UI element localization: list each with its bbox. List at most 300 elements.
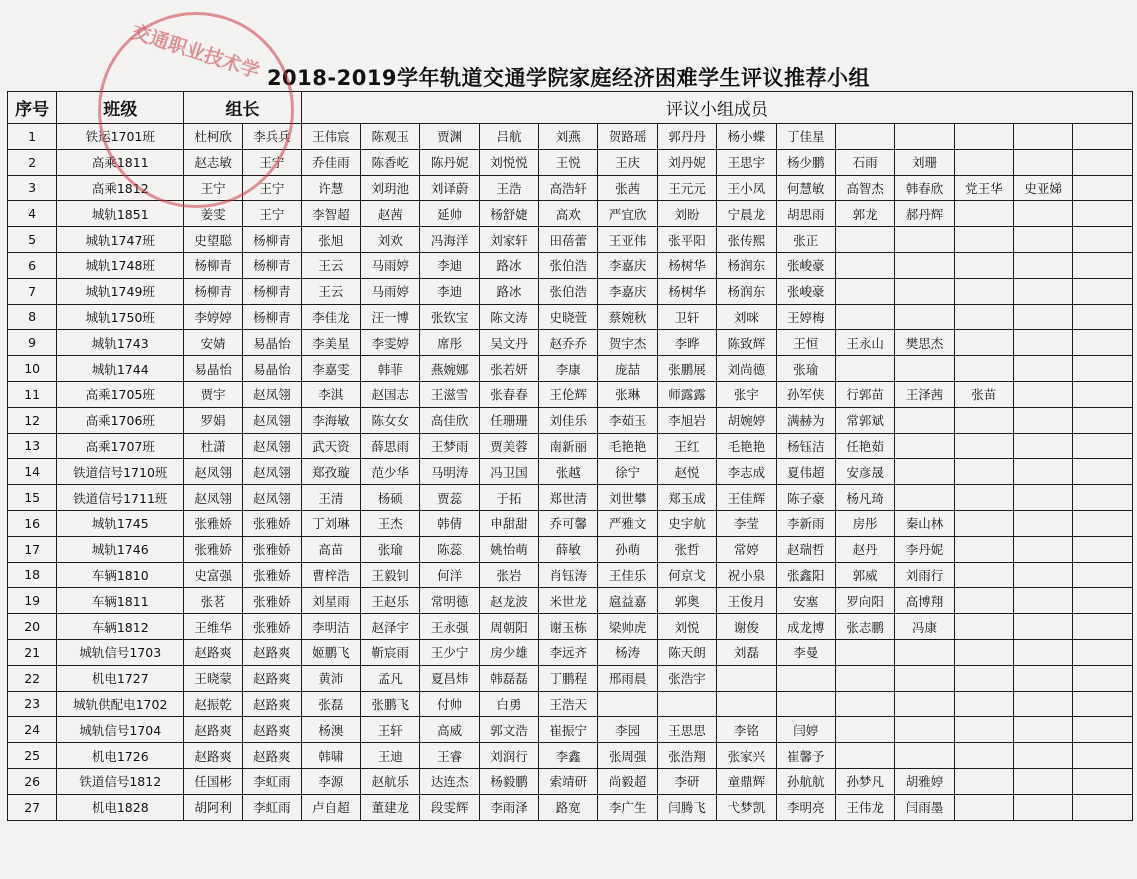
member-cell (1073, 252, 1133, 278)
member-cell: 李迪 (420, 252, 479, 278)
leader-cell: 赵路爽 (242, 743, 301, 769)
member-cell (1073, 510, 1133, 536)
row-number: 25 (8, 743, 57, 769)
member-cell: 王俊月 (717, 588, 776, 614)
member-cell: 李明亮 (776, 794, 835, 820)
member-cell: 史亚娣 (1014, 175, 1073, 201)
leader-cell: 张雅娇 (242, 536, 301, 562)
member-cell: 孙航航 (776, 768, 835, 794)
table-row (8, 743, 1133, 769)
member-cell: 张伯浩 (539, 252, 598, 278)
member-cell: 张鑫阳 (776, 562, 835, 588)
member-cell: 李铭 (717, 717, 776, 743)
member-cell: 郭丹丹 (657, 124, 716, 150)
member-cell (954, 536, 1013, 562)
member-cell: 刘润行 (479, 743, 538, 769)
member-cell: 童鼎辉 (717, 768, 776, 794)
member-cell: 满赫为 (776, 407, 835, 433)
leader-cell: 易晶怡 (184, 356, 243, 382)
member-cell: 孙军侠 (776, 381, 835, 407)
class-cell: 城轨1745 (57, 510, 184, 536)
member-cell (1073, 717, 1133, 743)
member-cell: 扈益嘉 (598, 588, 657, 614)
member-cell: 汪一博 (361, 304, 420, 330)
member-cell (1014, 665, 1073, 691)
member-cell (1014, 743, 1073, 769)
member-cell (1073, 175, 1133, 201)
leader-cell: 王晓蒙 (184, 665, 243, 691)
member-cell (1014, 124, 1073, 150)
member-cell: 索靖研 (539, 768, 598, 794)
member-cell: 李茹玉 (598, 407, 657, 433)
leader-cell: 赵凤翎 (184, 459, 243, 485)
member-cell: 丁刘琳 (301, 510, 360, 536)
member-cell (895, 433, 954, 459)
member-cell: 张钦宝 (420, 304, 479, 330)
member-cell: 高苗 (301, 536, 360, 562)
member-cell (776, 665, 835, 691)
member-cell: 陈女女 (361, 407, 420, 433)
member-cell: 付帅 (420, 691, 479, 717)
member-cell: 孙梦凡 (835, 768, 894, 794)
member-cell (1073, 124, 1133, 150)
member-cell: 师露露 (657, 381, 716, 407)
member-cell: 郭龙 (835, 201, 894, 227)
member-cell: 杨舒婕 (479, 201, 538, 227)
leader-cell: 赵路爽 (242, 717, 301, 743)
member-cell: 李研 (657, 768, 716, 794)
member-cell (1014, 459, 1073, 485)
leader-cell: 杨柳青 (242, 227, 301, 253)
member-cell: 韩菲 (361, 356, 420, 382)
member-cell: 刘欢 (361, 227, 420, 253)
row-number: 20 (8, 614, 57, 640)
leader-cell: 杨柳青 (184, 278, 243, 304)
class-cell: 城轨1749班 (57, 278, 184, 304)
member-cell: 赵龙波 (479, 588, 538, 614)
member-cell (1073, 794, 1133, 820)
member-cell: 樊思杰 (895, 330, 954, 356)
member-cell: 刘珊 (895, 149, 954, 175)
member-cell: 武天资 (301, 433, 360, 459)
member-cell: 张旭 (301, 227, 360, 253)
table-row (8, 124, 1133, 150)
leader-cell: 李婷婷 (184, 304, 243, 330)
member-cell: 蔡婉秋 (598, 304, 657, 330)
member-cell: 罗向阳 (835, 588, 894, 614)
member-cell (954, 485, 1013, 511)
leader-cell: 杨柳青 (242, 278, 301, 304)
member-cell: 张浩宇 (657, 665, 716, 691)
member-cell: 常明德 (420, 588, 479, 614)
leader-cell: 赵路爽 (242, 665, 301, 691)
member-cell: 李源 (301, 768, 360, 794)
table-row (8, 459, 1133, 485)
leader-cell: 胡阿利 (184, 794, 243, 820)
member-cell (954, 614, 1013, 640)
row-number: 18 (8, 562, 57, 588)
member-cell: 李旭岩 (657, 407, 716, 433)
member-cell: 张越 (539, 459, 598, 485)
member-cell (895, 407, 954, 433)
table-row (8, 717, 1133, 743)
table-row (8, 691, 1133, 717)
member-cell: 张若妍 (479, 356, 538, 382)
member-cell: 李佳龙 (301, 304, 360, 330)
leader-cell: 张雅娇 (242, 562, 301, 588)
member-cell (1014, 562, 1073, 588)
member-cell: 冯海洋 (420, 227, 479, 253)
member-cell: 何京戈 (657, 562, 716, 588)
member-cell: 王泽茜 (895, 381, 954, 407)
table-row (8, 562, 1133, 588)
class-cell: 高乘1706班 (57, 407, 184, 433)
member-cell: 王杰 (361, 510, 420, 536)
member-cell: 邢雨晨 (598, 665, 657, 691)
table-row (8, 175, 1133, 201)
member-cell (954, 124, 1013, 150)
member-cell: 马雨婷 (361, 278, 420, 304)
member-cell: 王永山 (835, 330, 894, 356)
member-cell: 崔馨予 (776, 743, 835, 769)
member-cell: 王悦 (539, 149, 598, 175)
member-cell: 高博翔 (895, 588, 954, 614)
member-cell (954, 304, 1013, 330)
member-cell: 陈天朗 (657, 639, 716, 665)
leader-cell: 姜雯 (184, 201, 243, 227)
member-cell: 贺宇杰 (598, 330, 657, 356)
member-cell: 陈观玉 (361, 124, 420, 150)
member-cell: 张岩 (479, 562, 538, 588)
member-cell (1073, 407, 1133, 433)
member-cell: 杨少鹏 (776, 149, 835, 175)
member-cell (954, 459, 1013, 485)
member-cell (776, 691, 835, 717)
member-cell: 成龙博 (776, 614, 835, 640)
class-cell: 高乘1811 (57, 149, 184, 175)
table-row (8, 356, 1133, 382)
leader-cell: 史富强 (184, 562, 243, 588)
member-cell (954, 149, 1013, 175)
member-cell (1014, 768, 1073, 794)
member-cell (895, 485, 954, 511)
row-number: 17 (8, 536, 57, 562)
member-cell: 李鑫 (539, 743, 598, 769)
class-cell: 车辆1811 (57, 588, 184, 614)
member-cell: 何慧敏 (776, 175, 835, 201)
member-cell: 王云 (301, 278, 360, 304)
table-row (8, 381, 1133, 407)
member-cell: 王少宁 (420, 639, 479, 665)
member-cell: 王小凤 (717, 175, 776, 201)
member-cell: 张传熙 (717, 227, 776, 253)
member-cell (954, 227, 1013, 253)
member-cell: 尚毅超 (598, 768, 657, 794)
member-cell: 田蓓蕾 (539, 227, 598, 253)
member-cell (1014, 485, 1073, 511)
member-cell (1014, 588, 1073, 614)
member-cell: 王赵乐 (361, 588, 420, 614)
member-cell: 刘丹妮 (657, 149, 716, 175)
row-number: 23 (8, 691, 57, 717)
member-cell: 王佳辉 (717, 485, 776, 511)
table-row (8, 304, 1133, 330)
member-cell: 于拓 (479, 485, 538, 511)
member-cell (895, 252, 954, 278)
member-cell: 王云 (301, 252, 360, 278)
member-cell (1014, 614, 1073, 640)
member-cell: 薛思雨 (361, 433, 420, 459)
member-cell (835, 717, 894, 743)
class-cell: 铁运1701班 (57, 124, 184, 150)
leader-cell: 张雅娇 (184, 510, 243, 536)
row-number: 14 (8, 459, 57, 485)
member-cell: 张正 (776, 227, 835, 253)
member-cell: 王永强 (420, 614, 479, 640)
member-cell: 张家兴 (717, 743, 776, 769)
member-cell (1073, 278, 1133, 304)
member-cell (954, 665, 1013, 691)
row-number: 2 (8, 149, 57, 175)
member-cell: 闫腾飞 (657, 794, 716, 820)
member-cell (1073, 665, 1133, 691)
member-cell: 李康 (539, 356, 598, 382)
member-cell: 史晓萱 (539, 304, 598, 330)
member-cell: 陈蕊 (420, 536, 479, 562)
member-cell: 李志成 (717, 459, 776, 485)
member-cell: 李嘉雯 (301, 356, 360, 382)
committee-table (7, 91, 1133, 821)
member-cell: 王庆 (598, 149, 657, 175)
member-cell: 李莹 (717, 510, 776, 536)
member-cell: 赵瑞哲 (776, 536, 835, 562)
member-cell: 陈香屹 (361, 149, 420, 175)
leader-cell: 张雅娇 (242, 588, 301, 614)
table-row (8, 278, 1133, 304)
class-cell: 车辆1812 (57, 614, 184, 640)
member-cell: 张宇 (717, 381, 776, 407)
member-cell: 胡婉婷 (717, 407, 776, 433)
member-cell: 张峻豪 (776, 278, 835, 304)
member-cell: 李雯婷 (361, 330, 420, 356)
class-cell: 铁道信号1812 (57, 768, 184, 794)
leader-cell: 杜潇 (184, 433, 243, 459)
member-cell: 李美星 (301, 330, 360, 356)
member-cell: 房少雄 (479, 639, 538, 665)
row-number: 11 (8, 381, 57, 407)
leader-cell: 王宁 (242, 201, 301, 227)
member-cell (717, 691, 776, 717)
member-cell: 刘尚德 (717, 356, 776, 382)
member-cell: 王轩 (361, 717, 420, 743)
leader-cell: 易晶怡 (242, 330, 301, 356)
member-cell: 赵悦 (657, 459, 716, 485)
member-cell (657, 691, 716, 717)
class-cell: 机电1828 (57, 794, 184, 820)
table-row (8, 588, 1133, 614)
member-cell: 贾蕊 (420, 485, 479, 511)
member-cell: 王迪 (361, 743, 420, 769)
member-cell: 夏昌炜 (420, 665, 479, 691)
member-cell (895, 356, 954, 382)
member-cell: 崔振宁 (539, 717, 598, 743)
leader-cell: 赵路爽 (184, 639, 243, 665)
member-cell (598, 691, 657, 717)
member-cell (954, 252, 1013, 278)
member-cell: 周朝阳 (479, 614, 538, 640)
member-cell (1014, 304, 1073, 330)
member-cell: 宁晨龙 (717, 201, 776, 227)
member-cell: 陈子豪 (776, 485, 835, 511)
member-cell (895, 665, 954, 691)
member-cell: 刘世攀 (598, 485, 657, 511)
leader-cell: 罗娟 (184, 407, 243, 433)
member-cell (1014, 407, 1073, 433)
member-cell (1014, 639, 1073, 665)
member-cell: 米世龙 (539, 588, 598, 614)
member-cell (954, 768, 1013, 794)
table-row (8, 614, 1133, 640)
member-cell: 李雨泽 (479, 794, 538, 820)
member-cell: 卫轩 (657, 304, 716, 330)
member-cell: 曹梓浩 (301, 562, 360, 588)
member-cell (954, 356, 1013, 382)
member-cell: 杨润东 (717, 278, 776, 304)
member-cell (1014, 356, 1073, 382)
class-cell: 城轨供配电1702 (57, 691, 184, 717)
row-number: 26 (8, 768, 57, 794)
member-cell: 乔可馨 (539, 510, 598, 536)
member-cell (954, 743, 1013, 769)
member-cell: 赵茜 (361, 201, 420, 227)
member-cell: 高佳欣 (420, 407, 479, 433)
member-cell (954, 562, 1013, 588)
member-cell (954, 201, 1013, 227)
member-cell (1014, 381, 1073, 407)
member-cell: 赵乔乔 (539, 330, 598, 356)
member-cell: 高威 (420, 717, 479, 743)
header-seq: 序号 (8, 92, 57, 124)
member-cell (835, 665, 894, 691)
member-cell (895, 691, 954, 717)
member-cell (895, 124, 954, 150)
row-number: 3 (8, 175, 57, 201)
member-cell (895, 639, 954, 665)
leader-cell: 杨柳青 (242, 304, 301, 330)
member-cell: 石雨 (835, 149, 894, 175)
leader-cell: 赵路爽 (184, 743, 243, 769)
member-cell: 赵泽宇 (361, 614, 420, 640)
member-cell (1073, 356, 1133, 382)
member-cell: 常郭斌 (835, 407, 894, 433)
member-cell: 李丹妮 (895, 536, 954, 562)
member-cell: 秦山林 (895, 510, 954, 536)
member-cell: 陈致辉 (717, 330, 776, 356)
member-cell: 王滋雪 (420, 381, 479, 407)
member-cell: 吕航 (479, 124, 538, 150)
member-cell: 高欢 (539, 201, 598, 227)
member-cell (1073, 330, 1133, 356)
leader-cell: 杜柯欣 (184, 124, 243, 150)
member-cell: 达连杰 (420, 768, 479, 794)
leader-cell: 赵振乾 (184, 691, 243, 717)
table-row (8, 536, 1133, 562)
member-cell: 杨树华 (657, 252, 716, 278)
member-cell: 路冰 (479, 278, 538, 304)
table-row (8, 433, 1133, 459)
member-cell (1073, 768, 1133, 794)
member-cell: 段雯辉 (420, 794, 479, 820)
member-cell: 李明洁 (301, 614, 360, 640)
row-number: 24 (8, 717, 57, 743)
class-cell: 铁道信号1710班 (57, 459, 184, 485)
member-cell: 路冰 (479, 252, 538, 278)
member-cell: 王思思 (657, 717, 716, 743)
member-cell: 姬鹏飞 (301, 639, 360, 665)
member-cell: 庞喆 (598, 356, 657, 382)
member-cell: 董建龙 (361, 794, 420, 820)
member-cell: 张峻豪 (776, 252, 835, 278)
member-cell (895, 743, 954, 769)
member-cell: 孟凡 (361, 665, 420, 691)
member-cell (954, 510, 1013, 536)
leader-cell: 赵路爽 (242, 639, 301, 665)
member-cell (895, 227, 954, 253)
member-cell: 王清 (301, 485, 360, 511)
class-cell: 城轨信号1703 (57, 639, 184, 665)
member-cell: 刘玥池 (361, 175, 420, 201)
member-cell: 王亚伟 (598, 227, 657, 253)
member-cell: 丁鹏程 (539, 665, 598, 691)
leader-cell: 王宁 (242, 175, 301, 201)
member-cell: 房彤 (835, 510, 894, 536)
class-cell: 城轨1746 (57, 536, 184, 562)
member-cell: 许慧 (301, 175, 360, 201)
table-row (8, 149, 1133, 175)
row-number: 27 (8, 794, 57, 820)
member-cell: 韩磊磊 (479, 665, 538, 691)
member-cell: 张琳 (598, 381, 657, 407)
member-cell (1073, 639, 1133, 665)
leader-cell: 张雅娇 (242, 510, 301, 536)
member-cell: 杨涛 (598, 639, 657, 665)
member-cell: 郑世清 (539, 485, 598, 511)
member-cell: 杨凡琦 (835, 485, 894, 511)
member-cell (895, 304, 954, 330)
member-cell: 李智超 (301, 201, 360, 227)
member-cell: 王浩天 (539, 691, 598, 717)
member-cell: 严宜欣 (598, 201, 657, 227)
member-cell: 申甜甜 (479, 510, 538, 536)
member-cell: 闫雨墨 (895, 794, 954, 820)
member-cell: 王毅钊 (361, 562, 420, 588)
member-cell: 赵丹 (835, 536, 894, 562)
member-cell: 延帅 (420, 201, 479, 227)
member-cell: 祝小泉 (717, 562, 776, 588)
member-cell: 郭奥 (657, 588, 716, 614)
member-cell: 姚怡萌 (479, 536, 538, 562)
member-cell: 李曼 (776, 639, 835, 665)
leader-cell: 赵凤翎 (242, 485, 301, 511)
member-cell (835, 356, 894, 382)
member-cell: 毛艳艳 (598, 433, 657, 459)
member-cell: 孙萌 (598, 536, 657, 562)
member-cell: 王伟宸 (301, 124, 360, 150)
table-row (8, 485, 1133, 511)
member-cell: 夏伟超 (776, 459, 835, 485)
member-cell (1014, 794, 1073, 820)
member-cell: 刘悦 (657, 614, 716, 640)
